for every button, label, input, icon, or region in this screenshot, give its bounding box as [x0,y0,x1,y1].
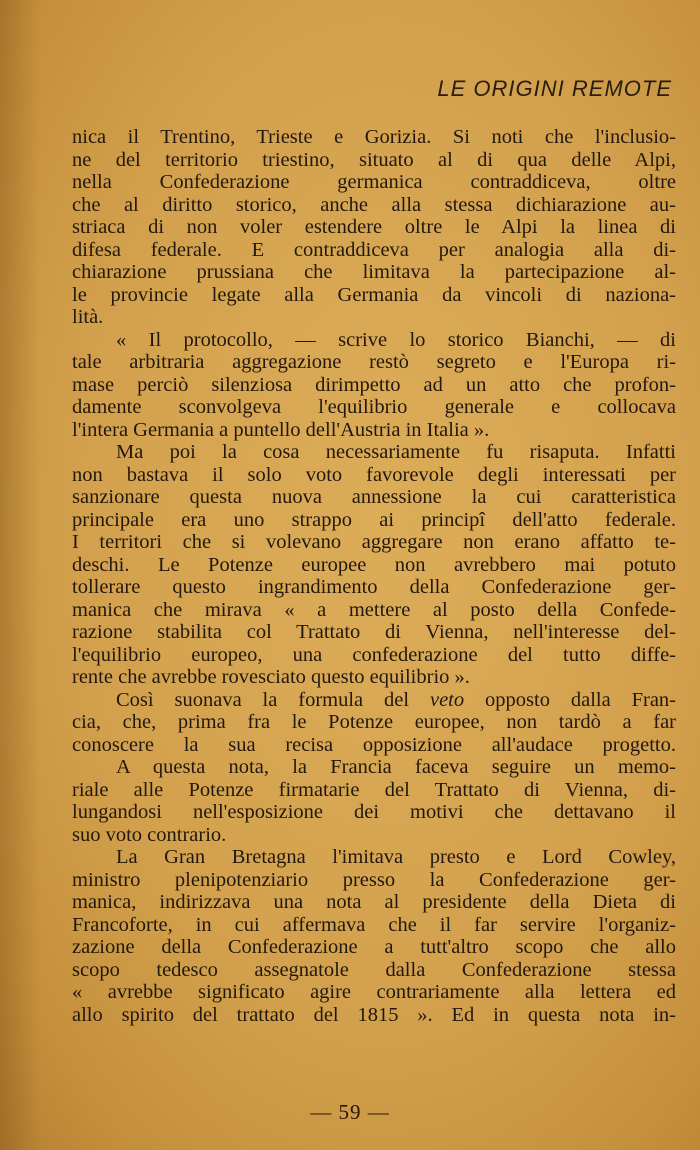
text-line: conoscere la sua recisa opposizione all'audace progetto. [72,733,676,756]
text-line: « avrebbe significato agire contrariamente alla lettera ed [72,981,676,1003]
text-line: tollerare questo ingrandimento della Confederazione ger- [72,576,676,598]
text-line: scopo tedesco assegnatole dalla Confederazione stessa [72,958,676,981]
text-line: lità. [72,306,104,328]
body-text [72,126,676,1026]
text-line: Ma poi la cosa necessariamente fu risaputa. Infatti [116,441,676,463]
text-line: l'intera Germania a puntello dell'Austria in Italia ». [72,418,490,441]
text-line: suo voto contrario. [72,823,227,846]
text-line: deschi. Le Potenze europee non avrebbero mai potuto [72,553,676,576]
page-edge-shadow [0,0,40,1150]
text-line: zazione della Confederazione a tutt'altro scopo che allo [72,936,676,958]
text-line: A questa nota, la Francia faceva seguire un memo- [116,756,676,778]
text-line: ministro plenipotenziario presso la Confederazione ger- [72,868,676,891]
text-line: riale alle Potenze firmatarie del Trattato di Vienna, di- [72,778,676,801]
text-line: mase perciò silenziosa dirimpetto ad un atto che profon- [72,373,676,396]
text-line: che al diritto storico, anche alla stessa dichiarazione au- [72,193,676,216]
text-line: chiarazione prussiana che limitava la partecipazione al- [72,261,676,283]
text-line: manica che mirava « a mettere al posto della Confede- [72,598,676,621]
text-line: manica, indirizzava una nota al presidente della Dieta di [72,891,676,913]
text-line: cia, che, prima fra le Potenze europee, non tardò a far [72,711,676,733]
text-line: le provincie legate alla Germania da vincoli di naziona- [72,283,676,306]
text-line: Così suonava la formula del veto opposto dalla Fran- [116,688,676,711]
text-line: nica il Trentino, Trieste e Gorizia. Si noti che l'inclusio- [72,126,676,148]
text-line: nella Confederazione germanica contraddiceva, oltre [72,171,676,193]
text-line: tale arbitraria aggregazione restò segreto e l'Europa ri- [72,351,676,373]
text-line: lungandosi nell'esposizione dei motivi che dettavano il [72,801,676,823]
text-line: damente sconvolgeva l'equilibrio generale e collocava [72,396,676,418]
text-line: allo spirito del trattato del 1815 ». Ed in questa nota in- [72,1003,676,1026]
running-head: LE ORIGINI REMOTE [437,76,672,101]
text-line: I territori che si volevano aggregare non erano affatto te- [72,531,676,553]
text-line: ne del territorio triestino, situato al di qua delle Alpi, [72,148,676,171]
text-line: sanzionare questa nuova annessione la cui caratteristica [72,486,676,508]
text-line: principale era uno strappo ai principî dell'atto federale. [72,508,676,531]
text-line: Francoforte, in cui affermava che il far servire l'organiz- [72,913,676,936]
text-line: La Gran Bretagna l'imitava presto e Lord Cowley, [116,846,676,868]
text-line: razione stabilita col Trattato di Vienna, nell'interesse del- [72,621,676,643]
text-line: striaca di non voler estendere oltre le Alpi la linea di [72,216,676,238]
page-number: — 59 — [310,1100,390,1124]
text-line: l'equilibrio europeo, una confederazione del tutto diffe- [72,643,676,666]
text-line: « Il protocollo, — scrive lo storico Bianchi, — di [116,328,676,351]
text-line: difesa federale. E contraddiceva per analogia alla di- [72,238,676,261]
text-line: non bastava il solo voto favorevole degli interessati per [72,463,676,486]
text-line: rente che avrebbe rovesciato questo equilibrio ». [72,666,470,688]
